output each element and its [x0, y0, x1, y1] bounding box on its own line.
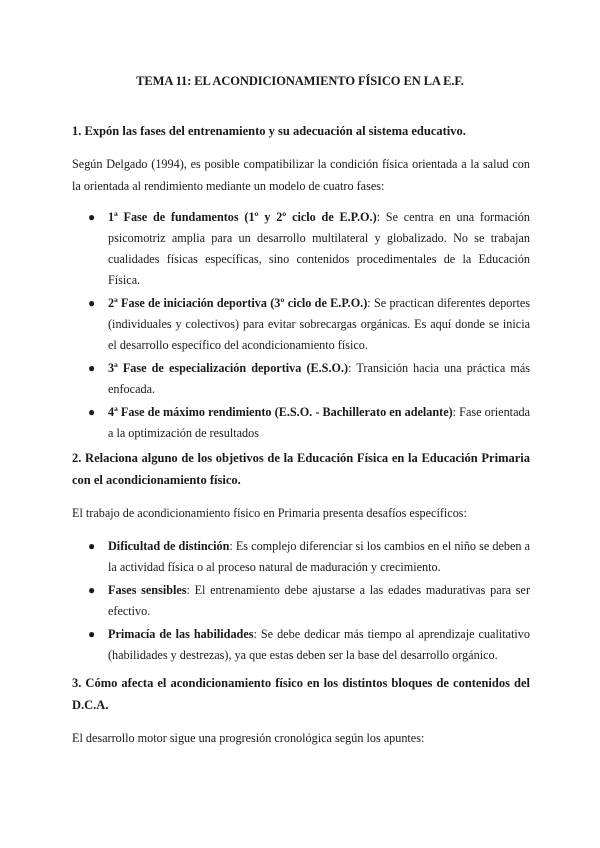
section-1-intro: Según Delgado (1994), es posible compatibilizar la condición física orientada a la salud con la orientada al rendimiento mediante un modelo de cuatro fases: — [72, 157, 530, 193]
list-item-text: : Fase orientada a la optimización de resultados — [108, 405, 530, 440]
bullet-icon: ● — [88, 539, 96, 553]
document-title: TEMA 11: EL ACONDICIONAMIENTO FÍSICO EN LA E.F. — [136, 74, 464, 88]
section-2-heading: 2. Relaciona alguno de los objetivos de la Educación Física en la Educación Primaria con el acondicionamiento físico. — [72, 451, 530, 487]
list-item — [72, 536, 530, 578]
bullet-icon: ● — [88, 210, 96, 224]
list-item-text: : Es complejo diferenciar si los cambios en el niño se deben a la actividad física o al proceso natural de maduración y crecimiento. — [108, 539, 531, 574]
list-item — [72, 358, 530, 400]
list-item-text: : Transición hacia una práctica más enfocada. — [108, 361, 530, 396]
list-item-title: 3ª Fase de especialización deportiva (E.S.O.) — [108, 361, 349, 375]
list-item — [72, 624, 530, 666]
section-1-heading: 1. Expón las fases del entrenamiento y su adecuación al sistema educativo. — [72, 124, 466, 138]
bullet-icon: ● — [88, 627, 96, 641]
list-item-title: Dificultad de distinción — [108, 539, 230, 553]
bullet-icon: ● — [88, 583, 96, 597]
section-2-intro: El trabajo de acondicionamiento físico en Primaria presenta desafíos específicos: — [72, 506, 467, 520]
bullet-icon: ● — [88, 361, 96, 375]
list-item-title: Primacía de las habilidades — [108, 627, 254, 641]
list-item — [72, 207, 530, 291]
list-item-text: : Se practican diferentes deportes (individuales y colectivos) para evitar sobrecargas orgánicas. Es aquí donde se inicia el desarrollo específico del acondicionamiento físico. — [108, 296, 530, 352]
section-1-list — [72, 207, 530, 446]
section-2-list — [72, 536, 530, 668]
section-3-heading: 3. Cómo afecta el acondicionamiento físico en los distintos bloques de contenidos del D.C.A. — [72, 676, 530, 712]
list-item — [72, 402, 530, 444]
list-item — [72, 580, 530, 622]
list-item-title: Fases sensibles — [108, 583, 187, 597]
list-item-text: : Se centra en una formación psicomotriz amplia para un desarrollo multilateral y globalizado. No se trabajan cualidades físicas específicas, sino contenidos procedimentales de la Educación Física. — [108, 210, 530, 287]
list-item-title: 1ª Fase de fundamentos (1º y 2º ciclo de E.P.O.) — [108, 210, 377, 224]
bullet-icon: ● — [88, 405, 96, 419]
list-item-title: 4ª Fase de máximo rendimiento (E.S.O. - Bachillerato en adelante) — [108, 405, 453, 419]
list-item-title: 2ª Fase de iniciación deportiva (3º ciclo de E.P.O.) — [108, 296, 368, 310]
list-item — [72, 293, 530, 356]
list-item-text: : El entrenamiento debe ajustarse a las edades madurativas para ser efectivo. — [108, 583, 530, 618]
section-3-intro: El desarrollo motor sigue una progresión cronológica según los apuntes: — [72, 731, 425, 745]
list-item-text: : Se debe dedicar más tiempo al aprendizaje cualitativo (habilidades y destrezas), ya que estas deben ser la base del desarrollo orgánico. — [108, 627, 530, 662]
bullet-icon: ● — [88, 296, 96, 310]
